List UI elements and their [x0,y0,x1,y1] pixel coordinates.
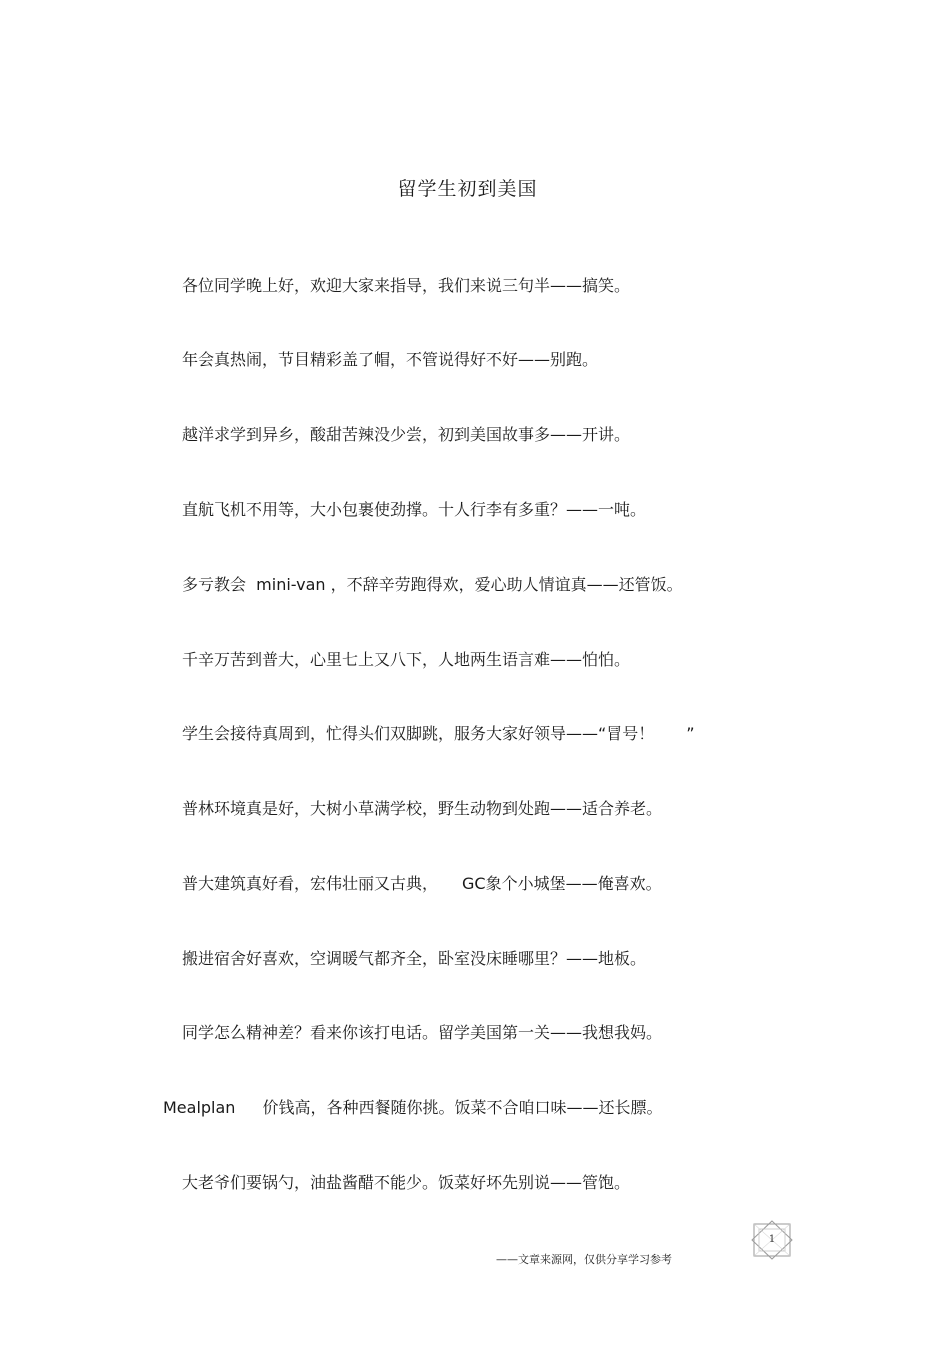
verse-line-2-text: 年会真热闹，节目精彩盖了帽，不管说得好不好——别跑。 [182,350,599,369]
verse-line-1 [182,275,630,297]
verse-line-10-text: 搬进宿舍好喜欢，空调暖气都齐全，卧室没床睡哪里？——地板。 [182,949,647,968]
page-number: 1 [768,1234,776,1245]
verse-line-2 [182,349,598,371]
verse-line-7-closing-quote: ” [686,724,695,743]
verse-line-9-continuation: GC象个小城堡——俺喜欢。 [462,874,662,893]
verse-line-6 [182,649,630,671]
verse-line-7-text: 学生会接待真周到，忙得头们双脚跳，服务大家好领导——“冒号！ [182,724,655,743]
verse-line-4 [182,499,646,521]
verse-line-12 [163,1097,662,1119]
verse-line-9 [182,873,662,895]
verse-line-11 [182,1022,662,1044]
page-number-badge [749,1220,795,1260]
verse-line-13 [182,1172,630,1194]
verse-line-5 [182,574,683,596]
verse-line-8-text: 普林环境真是好，大树小草满学校，野生动物到处跑——适合养老。 [182,799,663,818]
verse-line-11-text: 同学怎么精神差？看来你该打电话。留学美国第一关——我想我妈。 [182,1023,663,1042]
verse-line-9-text: 普大建筑真好看，宏伟壮丽又古典， [182,874,439,893]
verse-line-8 [182,798,662,820]
source-note: ——文章来源网，仅供分享学习参考 [496,1253,672,1266]
verse-line-1-text: 各位同学晚上好，欢迎大家来指导，我们来说三句半——搞笑。 [182,276,631,295]
verse-line-12-text: 价钱高，各种西餐随你挑。饭菜不合咱口味——还长膘。 [262,1098,663,1117]
verse-line-10 [182,948,646,970]
document-title: 留学生初到美国 [397,178,538,200]
verse-line-3-text: 越洋求学到异乡，酸甜苦辣没少尝，初到美国故事多——开讲。 [182,425,631,444]
verse-line-3 [182,424,630,446]
verse-line-12-lead: Mealplan [163,1098,236,1117]
verse-line-7 [182,723,695,745]
verse-line-4-text: 直航飞机不用等，大小包裹使劲撑。十人行李有多重？——一吨。 [182,500,647,519]
verse-line-13-text: 大老爷们要锅勺，油盐酱醋不能少。饭菜好坏先别说——管饱。 [182,1173,631,1192]
verse-line-6-text: 千辛万苦到普大，心里七上又八下，人地两生语言难——怕怕。 [182,650,631,669]
verse-line-5-text: 多亏教会 mini-van ，不辞辛劳跑得欢，爱心助人情谊真——还管饭。 [182,575,683,594]
